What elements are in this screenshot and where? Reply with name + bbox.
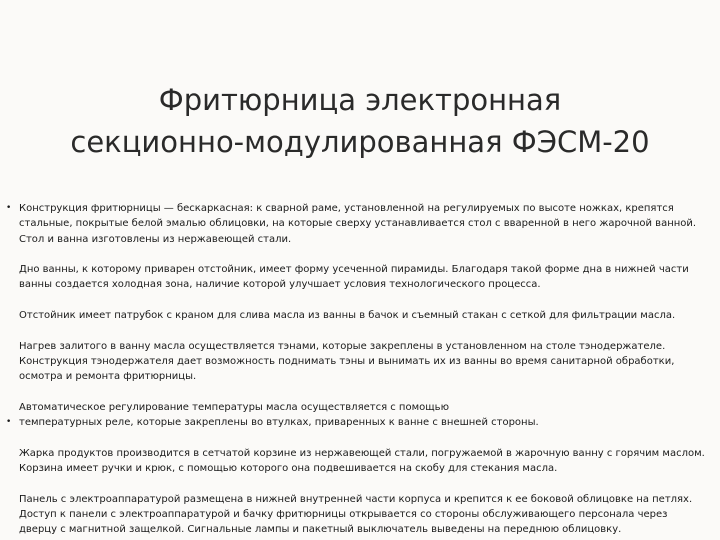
slide-title-line-2: секционно-модулированная ФЭСМ-20: [70, 125, 650, 160]
paragraph: Панель с электроаппаратурой размещена в нижней внутренней части корпуса и крепится к ее боковой облицовке на петлях. Доступ к панели с электроаппаратурой и бачку фритюрницы открывается со стороны обслуживающего персонала через дверцу с магнитной защелкой. Сигнальные лампы и пакетный выключатель выведены на переднюю облицовку.: [19, 493, 693, 536]
paragraph: Автоматическое регулирование температуры масла осуществляется с помощью: [19, 401, 449, 413]
slide-title-line-1: Фритюрница электронная: [158, 83, 562, 118]
bullet-item: [6, 201, 706, 415]
paragraph: Нагрев залитого в ванну масла осуществляется тэнами, которые закреплены в установленном на столе тэнодержателе. Конструкция тэнодержателя дает возможность поднимать тэны и вынимать их из ванны во время санитарной обработки, осмотра и ремонта фритюрницы.: [19, 340, 675, 383]
slide-body: [6, 201, 706, 538]
bullet-dot-icon: •: [6, 203, 12, 213]
paragraph: Отстойник имеет патрубок с краном для слива масла из ванны в бачок и съемный стакан с сеткой для фильтрации масла.: [19, 310, 676, 322]
paragraph: Конструкция фритюрницы — бескаркасная: к сварной раме, установленной на регулируемых по высоте ножках, крепятся стальные, покрытые белой эмалью облицовки, на которые сверху устанавливается стол с вваренной в него жарочной ванной. Стол и ванна изготовлены из нержавеющей стали.: [19, 203, 697, 245]
paragraph: температурных реле, которые закреплены во втулках, приваренных к ванне с внешней стороны.: [19, 417, 539, 429]
slide-title: [30, 79, 690, 163]
bullet-dot-icon: •: [6, 417, 12, 428]
paragraph: Дно ванны, к которому приварен отстойник, имеет форму усеченной пирамиды. Благодаря такой форме дна в нижней части ванны создается холодная зона, наличие которой улучшает условия технологического процесса.: [19, 264, 689, 291]
bullet-item: [6, 415, 706, 537]
paragraph: Жарка продуктов производится в сетчатой корзине из нержавеющей стали, погружаемой в жарочную ванну с горячим маслом. Корзина имеет ручки и крюк, с помощью которого она подвешивается на скобу для стекания масла.: [19, 447, 705, 475]
